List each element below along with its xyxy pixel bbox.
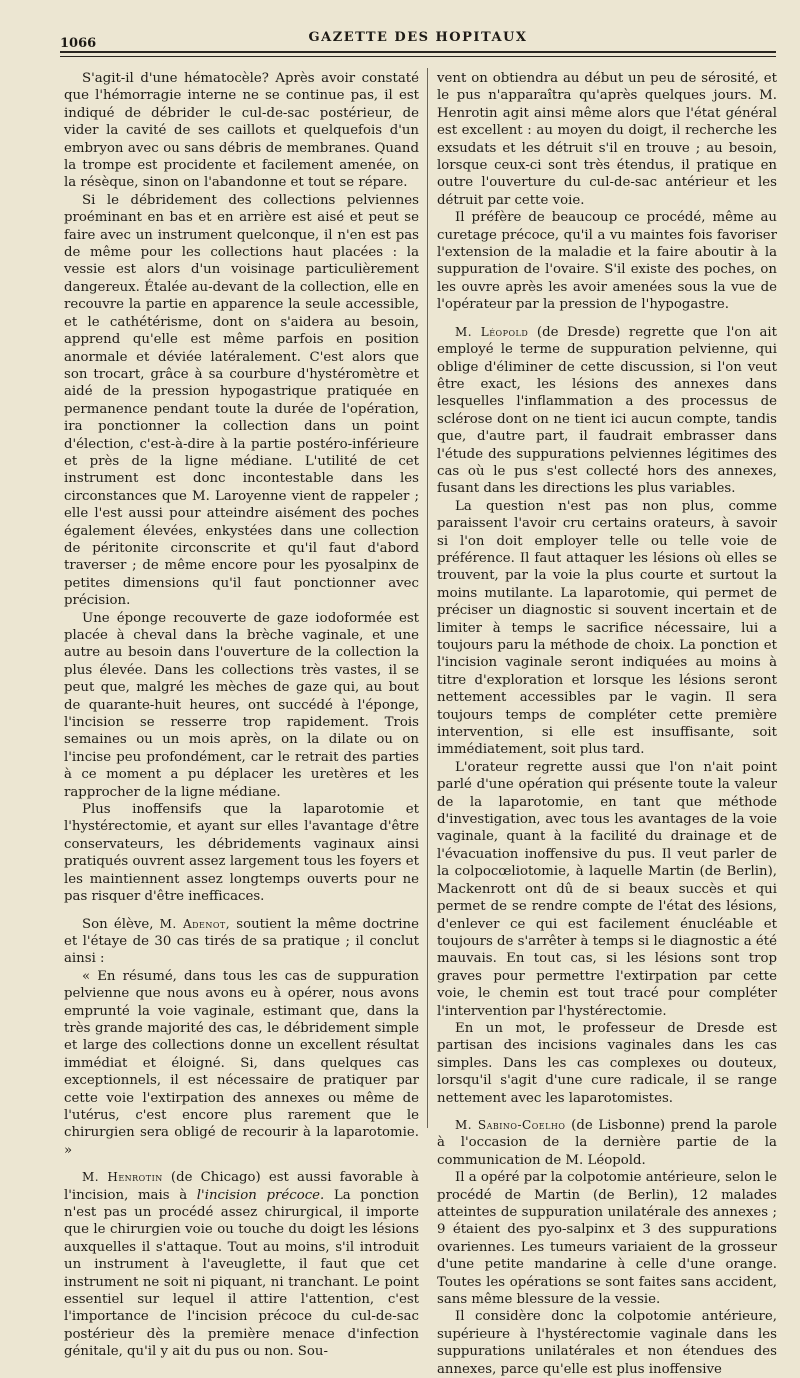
journal-title: GAZETTE DES HOPITAUX (308, 30, 528, 45)
paragraph: L'orateur regrette aussi que l'on n'ait point parlé d'une opération qui présente toute la valeur de la laparotomie, en tant que méthode d'investigation, avec tous les avantages de la voie vaginale, quant à la facilité du drainage et de l'évacuation inoffensive du pus. Il veut parler de la colpocœliotomie, à laquelle Martin (de Berlin), Mackenrott ont dû de si beaux succès et qui permet de se rendre compte de l'état des lésions, d'enlever ce qui est facilement énucléable et toujours de s'arrêter à temps si le diagnostic a été mauvais. En tout cas, si les lésions sont trop graves pour permettre l'extirpation par cette voie, le chemin est tout tracé pour compléter l'intervention par l'hystérectomie. (437, 759, 777, 1019)
right-column (437, 70, 777, 1378)
italic-text: l'incision précoce. (196, 1187, 325, 1203)
text: Son élève, (82, 916, 154, 932)
column-divider (427, 68, 428, 1128)
left-column (64, 70, 419, 1361)
paragraph: La question n'est pas non plus, comme paraissent l'avoir cru certains orateurs, à savoir si l'on doit employer telle ou telle voie de préférence. Il faut attaquer les lésions où elles se trouvent, par la voie la plus courte et surtout la moins mutilante. La laparotomie, qui permet de préciser un diagnostic si souvent incertain et de limiter à temps le sacrifice nécessaire, lui a toujours paru la méthode de choix. La ponction et l'incision vaginale seront indiquées au moins à titre d'exploration et lorsque les lésions seront nettement accessibles par le vagin. Il sera toujours temps de compléter cette première intervention, si elle est insuffisante, soit immédiatement, soit plus tard. (437, 498, 777, 758)
paragraph: Il préfère de beaucoup ce procédé, même au curetage précoce, qu'il a vu maintes fois favoriser l'extension de la maladie et la faire aboutir à la suppuration de l'ovaire. S'il existe des poches, on les ouvre après les avoir amenées sous la vue de l'opérateur par la pression de l'hypogastre. (437, 210, 777, 313)
paragraph: Plus inoffensifs que la laparotomie et l'hystérectomie, et ayant sur elles l'avantage d'être conservateurs, les débridements vaginaux ainsi pratiqués ouvrent assez largement tous les foyers et les maintiennent assez longtemps ouverts pour ne pas risquer d'être inefficaces. (64, 802, 419, 905)
text: soutient la même doctrine et l'étaye de 30 cas tirés de sa pratique ; il conclut ainsi : (64, 916, 419, 967)
paragraph: En un mot, le professeur de Dresde est partisan des incisions vaginales dans les cas simples. Dans les cas complexes ou douteux, lorsqu'il s'agit d'une cure radicale, il se range nettement avec les laparotomistes. (437, 1020, 777, 1106)
paragraph (64, 1169, 419, 1360)
text: (de Chicago) est aussi favorable à l'incision, mais à (64, 1170, 419, 1203)
paragraph (437, 1117, 777, 1169)
paragraph: Il a opéré par la colpotomie antérieure, selon le procédé de Martin (de Berlin), 12 malades atteintes de suppuration unilatérale des annexes ; 9 étaient des pyo-salpinx et 3 des suppurations ovariennes. Les tumeurs variaient de la grosseur d'une petite mandarine à celle d'une orange. Toutes les opérations se sont faites sans accident, sans même blessure de la vessie. (437, 1170, 777, 1308)
page-number: 1066 (60, 36, 97, 51)
paragraph (64, 916, 419, 968)
paragraph (437, 324, 777, 498)
quote-paragraph: « En résumé, dans tous les cas de suppuration pelvienne que nous avons eu à opérer, nous avons emprunté la voie vaginale, estimant que, dans la très grande majorité des cas, le débridement simple et large des collections donne un excellent résultat immédiat et éloigné. Si, dans quelques cas exceptionnels, il est nécessaire de pratiquer par cette voie l'extirpation des annexes ou même de l'utérus, c'est encore plus rarement que le chirurgien sera obligé de recourir à la laparotomie. » (64, 968, 419, 1158)
header-rule (60, 51, 776, 53)
speaker-name: M. Léopold (455, 324, 529, 339)
paragraph: vent on obtiendra au début un peu de sérosité, et le pus n'apparaîtra qu'après quelques jours. M. Henrotin agit ainsi même alors que l'état général est excellent : au moyen du doigt, il recherche les exsudats et les détruit s'il en trouve ; au besoin, lorsque ceux-ci sont très étendus, il pratique en outre l'ouverture du cul-de-sac antérieur et les détruit par cette voie. (437, 71, 777, 208)
paragraph: Une éponge recouverte de gaze iodoformée est placée à cheval dans la brèche vaginale, et une autre au besoin dans l'ouverture de la collection la plus élevée. Dans les collections très vastes, il se peut que, malgré les mèches de gaze qui, au bout de quarante-huit heures, ont succédé à l'éponge, l'incision se resserre trop rapidement. Trois semaines ou un mois après, on la dilate ou on l'incise peu profondément, car le retrait des parties à ce moment a pu déplacer les uretères et les rapprocher de la ligne médiane. (64, 610, 419, 800)
paragraph: Si le débridement des collections pelviennes proéminant en bas et en arrière est aisé et peut se faire avec un instrument quelconque, il n'en est pas de même pour les collections haut placées : la vessie est alors d'un voisinage particulièrement dangereux. Étalée au-devant de la collection, elle en recouvre la partie en apparence la seule accessible, et le cathétérisme, dont on s'aidera au besoin, apprend qu'elle est même parfois en position anormale et déviée latéralement. C'est alors que son trocart, grâce à sa courbure d'hystéromètre et aidé de la pression hypogastrique pratiquée en permanence pendant toute la durée de l'opération, ira ponctionner la collection dans un point d'élection, c'est-à-dire à la partie postéro-inférieure et près de la ligne médiane. L'utilité de cet instrument est donc incontestable dans les circonstances que M. Laroyenne vient de rappeler ; elle l'est aussi pour atteindre aisément des poches également élevées, enkystées dans une collection de péritonite circonscrite et qu'il faut d'abord traverser ; de même encore pour les pyosalpinx de petites dimensions qu'il faut ponctionner avec précision. (64, 192, 419, 609)
paragraph: Il considère donc la colpotomie antérieure, supérieure à l'hystérectomie vaginale dans les suppurations unilatérales et non étendues des annexes, parce qu'elle est plus inoffensive (437, 1309, 777, 1377)
text: La ponction n'est pas un procédé assez chirurgical, il importe que le chirurgien voie ou touche du doigt les lésions auxquelles il s'attaque. Tout au moins, s'il introduit un instrument à l'aveuglette, il faut que cet instrument ne soit ni piquant, ni tranchant. Le point essentiel sur lequel il attire l'attention, c'est l'importance de l'incision précoce du cul-de-sac postérieur dès la première menace d'infection génitale, qu'il y ait du pus ou non. Sou- (64, 1187, 420, 1360)
text: (de Lisbonne) prend la parole à l'occasion de la dernière partie de la communication de M. Léopold. (437, 1117, 778, 1168)
speaker-name: M. Sabino-Coelho (455, 1117, 566, 1132)
page-header (60, 26, 776, 51)
speaker-name: M. Adenot, (159, 916, 231, 931)
paragraph: S'agit-il d'une hématocèle? Après avoir constaté que l'hémorragie interne ne se continue pas, il est indiqué de débrider le cul-de-sac postérieur, de vider la cavité de ses caillots et quelquefois d'un embryon avec ou sans débris de membranes. Quand la trompe est procidente et facilement amenée, on la résèque, sinon on l'abandonne et tout se répare. (64, 71, 419, 191)
speaker-name: M. Henrotin (82, 1170, 163, 1185)
text: (de Dresde) regrette que l'on ait employé le terme de suppuration pelvienne, qui oblige d'éliminer de cette discussion, si l'on veut être exact, les lésions des annexes dans lesquelles l'inflammation a des processus de sclérose dont on ne tient ici aucun compte, tandis que, d'autre part, il faudrait embrasser dans l'étude des suppurations pelviennes légitimes des cas où le pus s'est collecté hors des annexes, fusant dans les directions les plus variables. (437, 324, 778, 497)
header-rule-thin (60, 56, 776, 57)
